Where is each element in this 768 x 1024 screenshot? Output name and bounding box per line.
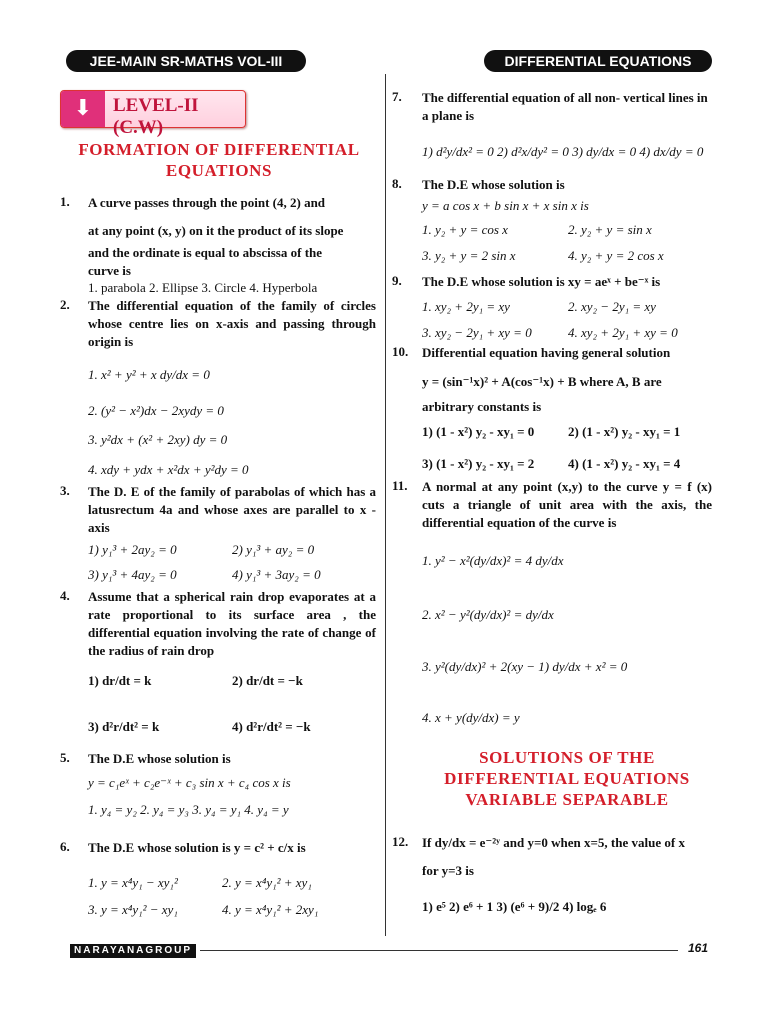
column-divider xyxy=(385,74,386,936)
q9-option-1: 1. xy₂ + 2y₁ = xy xyxy=(422,299,510,314)
q8-equation: y = a cos x + b sin x + x sin x is xyxy=(422,198,589,213)
q11-option-2: 2. x² − y²(dy/dx)² = dy/dx xyxy=(422,607,554,622)
footer-brand: NARAYANAGROUP xyxy=(70,944,196,958)
question-number: 1. xyxy=(60,194,70,209)
section-title-line1: SOLUTIONS OF THE xyxy=(479,748,655,767)
q2-option-1: 1. x² + y² + x dy/dx = 0 xyxy=(88,367,210,382)
q9-option-3: 3. xy₂ − 2y₁ + xy = 0 xyxy=(422,325,532,340)
header-chapter-title: DIFFERENTIAL EQUATIONS xyxy=(484,50,712,72)
q4-option-2: 2) dr/dt = −k xyxy=(232,673,303,688)
header-book-title: JEE-MAIN SR-MATHS VOL-III xyxy=(66,50,306,72)
question-11: A normal at any point (x,y) to the curve y = f (x) cuts a triangle of unit area with the axis, the differential equation of the curve is xyxy=(422,479,712,530)
q3-option-1: 1) y₁³ + 2ay₂ = 0 xyxy=(88,542,177,557)
q1-line2: at any point (x, y) on it the product of its slope xyxy=(88,223,344,238)
question-number: 4. xyxy=(60,588,70,603)
section-title-variable-separable xyxy=(422,747,712,810)
q4-option-3: 3) d²r/dt² = k xyxy=(88,719,160,734)
level-label: LEVEL-II (C.W) xyxy=(113,95,199,138)
q3-option-2: 2) y₁³ + ay₂ = 0 xyxy=(232,542,315,557)
question-12: If dy/dx = e⁻²ʸ and y=0 when x=5, the value of x xyxy=(422,835,685,850)
q5-options: 1. y₄ = y₂ 2. y₄ = y₃ 3. y₄ = y₁ 4. y₄ = y xyxy=(88,802,289,817)
question-4: Assume that a spherical rain drop evaporates at a rate proportional to its surface area , the differential equation involving the rate of change of the radius of rain drop xyxy=(88,589,376,658)
q10-option-2: 2) (1 - x²) y₂ - xy₁ = 1 xyxy=(568,424,681,439)
q3-option-4: 4) y₁³ + 3ay₂ = 0 xyxy=(232,567,321,582)
section-title-line1: FORMATION OF DIFFERENTIAL xyxy=(78,140,360,159)
q2-option-3: 3. y²dx + (x² + 2xy) dy = 0 xyxy=(88,432,228,447)
q6-option-1: 1. y = x⁴y₁ − xy₁² xyxy=(88,875,178,890)
q3-option-3: 3) y₁³ + 4ay₂ = 0 xyxy=(88,567,177,582)
question-number: 8. xyxy=(392,176,402,191)
question-10: Differential equation having general solution xyxy=(422,345,671,360)
q10-text-2: arbitrary constants is xyxy=(422,399,542,414)
section-title-formation xyxy=(60,139,378,181)
q1-line3: and the ordinate is equal to abscissa of the xyxy=(88,245,323,260)
question-3: The D. E of the family of parabolas of which has a latusrectum 4a and whose axes are parallel to x -axis xyxy=(88,484,376,535)
q10-option-4: 4) (1 - x²) y₂ - xy₁ = 4 xyxy=(568,456,681,471)
level-badge xyxy=(60,90,246,138)
q11-option-4: 4. x + y(dy/dx) = y xyxy=(422,710,520,725)
q4-option-4: 4) d²r/dt² = −k xyxy=(232,719,311,734)
q10-option-1: 1) (1 - x²) y₂ - xy₁ = 0 xyxy=(422,424,535,439)
q8-option-4: 4. y₂ + y = 2 cos x xyxy=(568,248,664,263)
q8-option-1: 1. y₂ + y = cos x xyxy=(422,222,508,237)
q2-option-2: 2. (y² − x²)dx − 2xydy = 0 xyxy=(88,403,224,418)
q6-option-4: 4. y = x⁴y₁² + 2xy₁ xyxy=(222,902,319,917)
q8-option-3: 3. y₂ + y = 2 sin x xyxy=(422,248,516,263)
q10-equation: y = (sin⁻¹x)² + A(cos⁻¹x) + B where A, B are xyxy=(422,374,662,389)
question-number: 5. xyxy=(60,750,70,765)
question-number: 2. xyxy=(60,297,70,312)
section-title-line2: DIFFERENTIAL EQUATIONS xyxy=(444,769,690,788)
question-7: The differential equation of all non- vertical lines in a plane is xyxy=(422,90,708,123)
question-number: 12. xyxy=(392,834,409,849)
question-number: 7. xyxy=(392,89,402,104)
question-1 xyxy=(88,194,376,212)
q12-options: 1) e⁵ 2) e⁶ + 1 3) (e⁶ + 9)/2 4) logₑ 6 xyxy=(422,899,607,914)
page-number: 161 xyxy=(688,941,709,955)
question-number: 6. xyxy=(60,839,70,854)
q2-option-4: 4. xdy + ydx + x²dx + y²dy = 0 xyxy=(88,462,249,477)
question-2: The differential equation of the family of circles whose centre lies on x-axis and passing through origin is xyxy=(88,298,376,349)
q11-option-1: 1. y² − x²(dy/dx)² = 4 dy/dx xyxy=(422,553,564,568)
question-8: The D.E whose solution is xyxy=(422,177,565,192)
q10-option-3: 3) (1 - x²) y₂ - xy₁ = 2 xyxy=(422,456,535,471)
q5-equation: y = c₁eˣ + c₂e⁻ˣ + c₃ sin x + c₄ cos x is xyxy=(88,775,291,790)
question-9: The D.E whose solution is xy = aeˣ + be⁻ˣ is xyxy=(422,274,661,289)
q6-option-3: 3. y = x⁴y₁² − xy₁ xyxy=(88,902,178,917)
down-arrow-icon: ⬇ xyxy=(61,91,105,127)
q1-options: 1. parabola 2. Ellipse 3. Circle 4. Hyperbola xyxy=(88,280,318,295)
question-number: 9. xyxy=(392,273,402,288)
q1-line4: curve is xyxy=(88,263,131,278)
question-number: 10. xyxy=(392,344,409,359)
q8-option-2: 2. y₂ + y = sin x xyxy=(568,222,652,237)
section-title-line3: VARIABLE SEPARABLE xyxy=(465,790,669,809)
question-number: 11. xyxy=(392,478,408,493)
section-title-line2: EQUATIONS xyxy=(165,161,273,180)
q4-option-1: 1) dr/dt = k xyxy=(88,673,152,688)
q9-option-2: 2. xy₂ − 2y₁ = xy xyxy=(568,299,656,314)
question-5: The D.E whose solution is xyxy=(88,751,231,766)
question-number: 3. xyxy=(60,483,70,498)
q7-options: 1) d²y/dx² = 0 2) d²x/dy² = 0 3) dy/dx = 0 4) dx/dy = 0 xyxy=(422,144,704,159)
q11-option-3: 3. y²(dy/dx)² + 2(xy − 1) dy/dx + x² = 0 xyxy=(422,659,628,674)
q12-text-2: for y=3 is xyxy=(422,863,474,878)
q1-line1: A curve passes through the point (4, 2) and xyxy=(88,195,326,210)
q9-option-4: 4. xy₂ + 2y₁ + xy = 0 xyxy=(568,325,678,340)
q6-option-2: 2. y = x⁴y₁² + xy₁ xyxy=(222,875,312,890)
footer-rule xyxy=(200,950,678,951)
question-6: The D.E whose solution is y = c² + c/x is xyxy=(88,840,306,855)
